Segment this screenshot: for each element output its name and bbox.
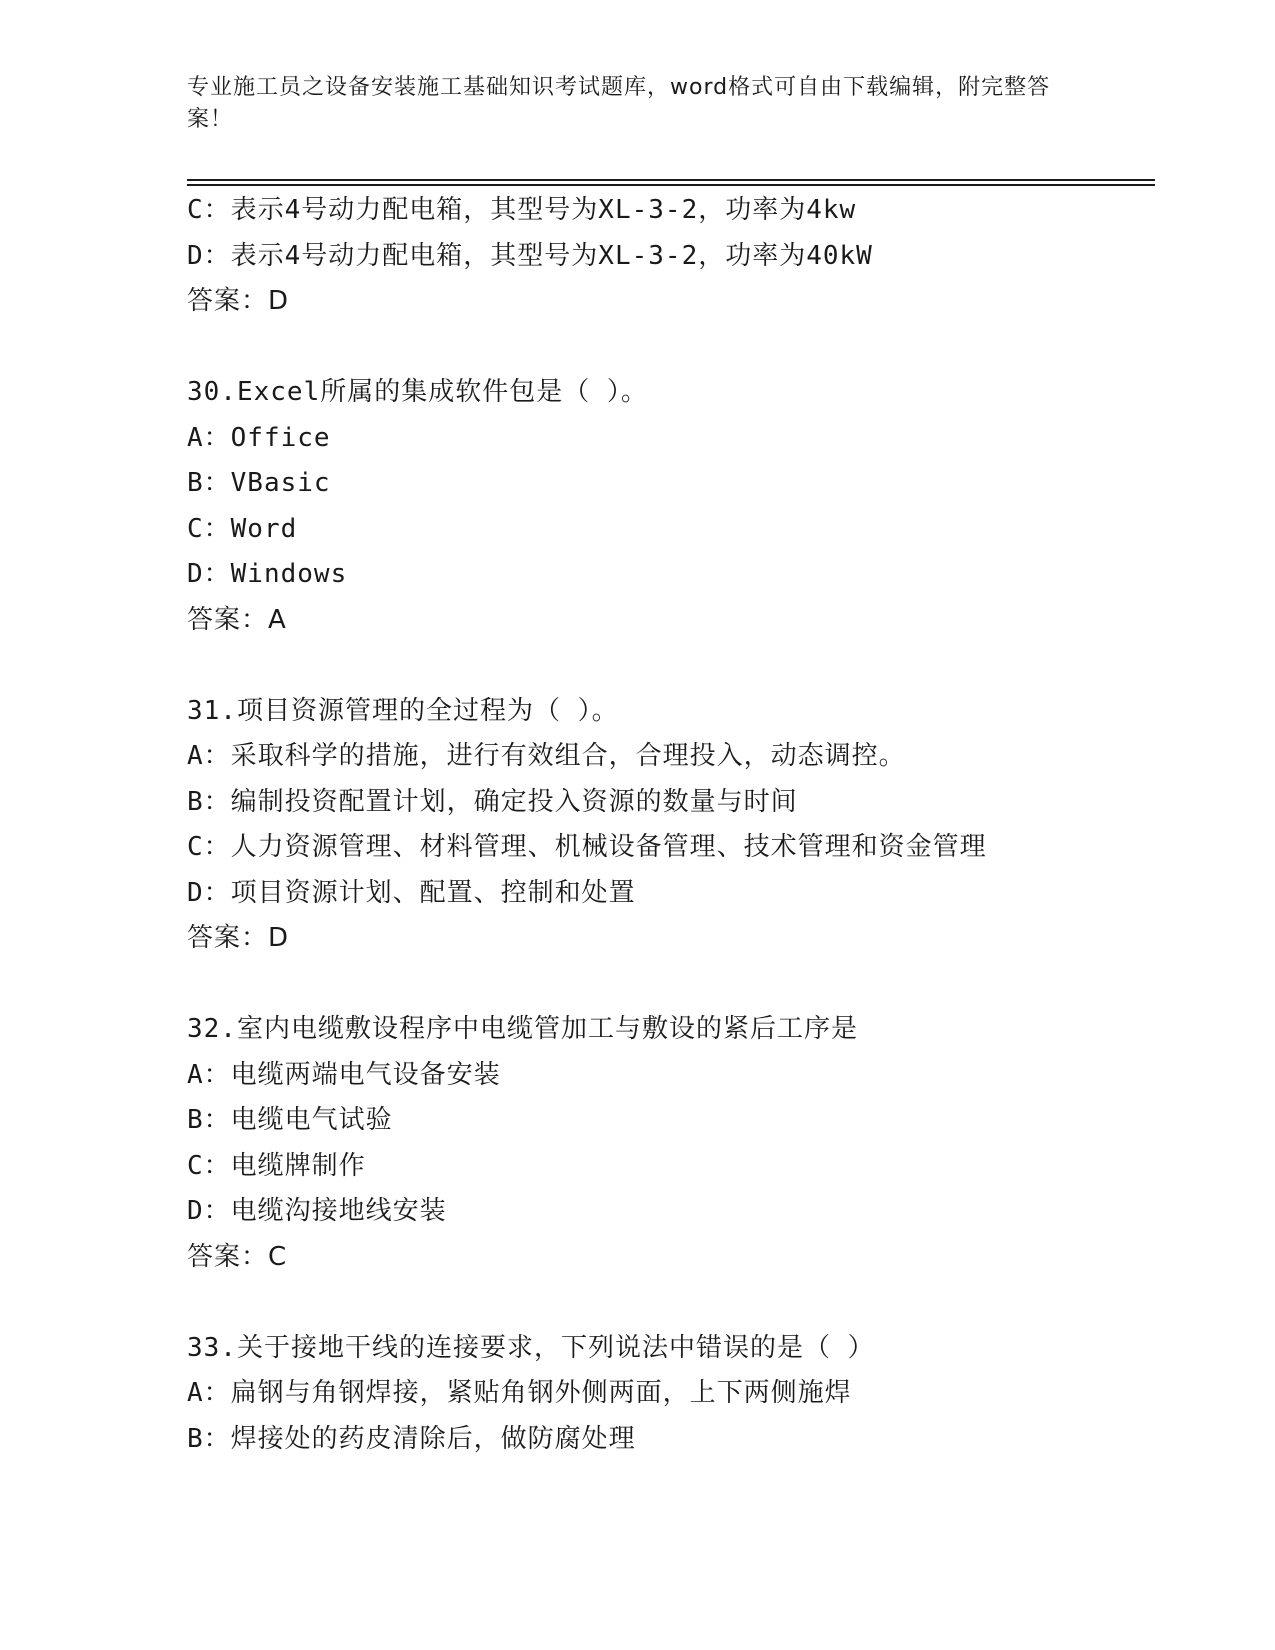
option-d: D：表示4号动力配电箱，其型号为XL-3-2，功率为40kW	[187, 240, 873, 271]
option-a: A：采取科学的措施，进行有效组合，合理投入，动态调控。	[187, 741, 906, 771]
option-b: B：编制投资配置计划，确定投入资源的数量与时间	[187, 786, 798, 817]
option-c: C：表示4号动力配电箱，其型号为XL-3-2，功率为4kw	[187, 195, 857, 225]
header-divider-top	[187, 179, 1155, 181]
option-d: D：电缆沟接地线安装	[187, 1196, 447, 1226]
option-a: A：Office	[187, 422, 331, 453]
answer: 答案：C	[187, 1241, 288, 1272]
spacer	[187, 962, 1167, 1008]
option-b: B：VBasic	[187, 468, 331, 498]
question-stem: 32.室内电缆敷设程序中电缆管加工与敷设的紧后工序是	[187, 1014, 858, 1044]
question-list	[187, 188, 1167, 1462]
question-32	[187, 1007, 1167, 1280]
question-33	[187, 1326, 1167, 1463]
document-intro: 专业施工员之设备安装施工基础知识考试题库，word格式可自由下载编辑，附完整答案！	[187, 75, 1051, 132]
answer: 答案：D	[187, 286, 290, 316]
spacer	[187, 643, 1167, 689]
question-stem: 30.Excel所属的集成软件包是（ ）。	[187, 377, 648, 407]
option-c: C：人力资源管理、材料管理、机械设备管理、技术管理和资金管理	[187, 832, 987, 862]
option-a: A：扁钢与角钢焊接，紧贴角钢外侧两面，上下两侧施焊	[187, 1378, 852, 1408]
answer: 答案：D	[187, 923, 290, 953]
option-c: C：Word	[187, 513, 298, 544]
question-30	[187, 370, 1167, 643]
option-b: B：电缆电气试验	[187, 1105, 393, 1135]
spacer	[187, 325, 1167, 371]
option-c: C：电缆牌制作	[187, 1150, 366, 1181]
option-d: D：项目资源计划、配置、控制和处置	[187, 877, 636, 908]
option-d: D：Windows	[187, 559, 348, 589]
spacer	[187, 1280, 1167, 1326]
question-31	[187, 689, 1167, 962]
question-stem: 33.关于接地干线的连接要求，下列说法中错误的是（ ）	[187, 1332, 875, 1363]
header-divider-bottom	[187, 184, 1155, 186]
option-b: B：焊接处的药皮清除后，做防腐处理	[187, 1423, 636, 1454]
question-29-continued	[187, 188, 1167, 325]
answer: 答案：A	[187, 604, 287, 635]
question-stem: 31.项目资源管理的全过程为（ ）。	[187, 695, 619, 726]
option-a: A：电缆两端电气设备安装	[187, 1059, 501, 1090]
